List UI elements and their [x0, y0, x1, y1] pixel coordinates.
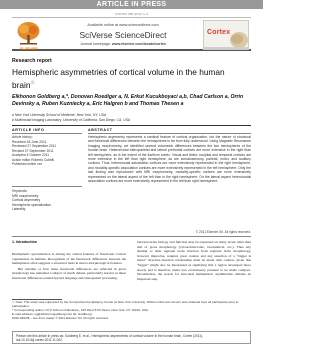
abstract-copyright: © 2011 Elsevier Srl. All rights reserved.: [195, 230, 251, 234]
body-paragraph: Hemispheric specialization is among the central features of functional cortical organization in humans. Recognition of the functional differences between the hemispheres often suggests a structural basis in macro-morphological features.: [12, 252, 126, 266]
issn-line: 0010-9452/$ – see front matter © 2011 Elsevier Srl. All rights reserved.: [12, 315, 109, 320]
history-date: Revised 27 September 2011: [12, 148, 54, 153]
abstract-heading: ABSTRACT: [88, 128, 113, 132]
journal-cover-thumbnail: [203, 20, 249, 50]
published-online: Published online xxx: [12, 162, 43, 166]
history-date: Received 18 June 2011: [12, 139, 47, 144]
journal-homepage-link[interactable]: www.elsevier.com/locate/cortex: [111, 42, 166, 46]
article-info-heading: ARTICLE INFO: [12, 128, 45, 132]
history-date: Reviewed 27 September 2011: [12, 144, 57, 148]
journal-homepage-line: [48, 42, 198, 47]
keyword: Laterality: [12, 207, 26, 211]
footnotes: [12, 301, 251, 321]
corresponding-author-note: * Corresponding author. NYU School of Medicine, 315 West 57th Street, New York, NY 10019, USA.: [12, 307, 149, 312]
journal-cover-title: Cortex: [207, 29, 231, 36]
keyword: Cortical asymmetry: [12, 198, 41, 202]
abstract-bottom-divider: [12, 236, 251, 237]
publisher-name: ELSEVIER: [20, 47, 38, 51]
keywords-divider: [12, 186, 82, 187]
elsevier-tree-logo-icon: [15, 21, 42, 47]
platform-name: SciVerse ScienceDirect: [79, 30, 167, 40]
article-history: [12, 135, 82, 167]
body-paragraph: But whether or how these functional differences are reflected in gross morphology has remained a subject of much debate, particularly insofar as these functional differences extend beyond language and visuospatial processing.: [12, 266, 126, 280]
article-title: [12, 67, 244, 90]
body-left-column: [12, 252, 126, 281]
history-date: Accepted 4 October 2011: [12, 153, 50, 157]
article-in-press-label: ARTICLE IN PRESS: [96, 1, 167, 8]
introduction-heading: 1. Introduction: [12, 240, 37, 244]
homepage-prefix: Journal homepage:: [80, 42, 112, 46]
article-type-label: Research report: [12, 58, 52, 64]
article-info-divider: [12, 133, 82, 134]
title-footnote-mark: ☆: [30, 79, 35, 86]
article-history-label: Article history:: [12, 135, 33, 139]
article-title-text: Hemispheric asymmetries of cortical volume in the human brain: [12, 67, 225, 90]
journal-header: [12, 17, 251, 51]
action-editor: Action editor Roberto Cubelli: [12, 157, 54, 162]
affiliation-a: a New York University School of Medicine, New York, NY, USA: [12, 113, 107, 117]
header-divider: [12, 125, 251, 126]
affiliation-b: b Multimodal Imaging Laboratory, University of California, San Diego, CA, USA: [12, 118, 131, 122]
abstract-divider: [88, 133, 251, 134]
email-note: E-mail address: eg@elkhonongoldberg.com (E. Goldberg).: [12, 311, 93, 316]
citation-box: Please cite this article in press as: Goldberg E, et al., Hemispheric asymmetries of cortical volume in the human brain, Cortex (2011), doi:10.1016/j.cortex.2011.11.002: [12, 331, 251, 344]
keyword: MRI morphometry: [12, 193, 39, 198]
available-online-text: Available online at www.sciencedirect.com: [87, 23, 159, 27]
keywords-label: Keywords:: [12, 189, 28, 193]
keywords-block: [12, 189, 82, 212]
author-list: Elkhonon Goldberg a,*, Donovan Roediger a, N. Erkut Kucukboyaci a,b, Chad Carlson a, Orrin Devinsky a, Ruben Kuzniecky a, Eric Halgren b and Thomas Thesen a: [12, 94, 244, 108]
funding-footnote: ☆ Note: This study was supported by the Comprehensive Epilepsy Center at New York University. Written informed consent was obtained from all participants prior to participation.: [12, 300, 239, 308]
body-right-column: between brain biology and function may be expressed on many levels other than that of gross morphology (cytoarchitectonic, biochemical, etc.). Thus any attempt to infer regional brain function from regional brain morphology, however imprecise, requires great caution and any assertion of a “bigger is better” structure–function relationship must be made with caution, given that “bigger” might also be interpreted as signifying that a region developed more slowly and is therefore under less evolutionary pressure to be made compact. Nevertheless, the search for structural hemispheric asymmetries remains an important step.: [137, 240, 251, 281]
journal-reference-line: CORTEX 688 (2011) 1–5: [114, 12, 149, 16]
abstract-text: Hemispheric asymmetry represents a cardinal feature of cortical organization, but the nature of structural and functional differences between the hemispheres is far from fully understood. Using Magnetic Resonance Imaging morphometry, we identified several volumetric differences between the two hemispheres of the human brain. Heteromodal inferoparietal and lateral prefrontal cortices are more extensive in the right than left hemisphere, as is the extent of the fusiform cortex. Visual and limbic occipital and temporal cortices are more extensive in the left than right hemisphere, as are somatosensory, parietal, motor, and auditory cortices. Thus, heteromodal association cortices are more extensively represented in the right hemisphere, and modality-specific association cortices are more extensively represented in the left hemisphere. Only the last finding was reproduced with MRI morphometry, modality-specific cortices are more extensively represented on the lateral aspect of the left than in the right hemisphere. On the lateral aspect heteromodal association cortices are more extensively represented in the left than right hemisphere.: [88, 135, 251, 184]
keyword: Hemispheric specialization: [12, 202, 52, 207]
